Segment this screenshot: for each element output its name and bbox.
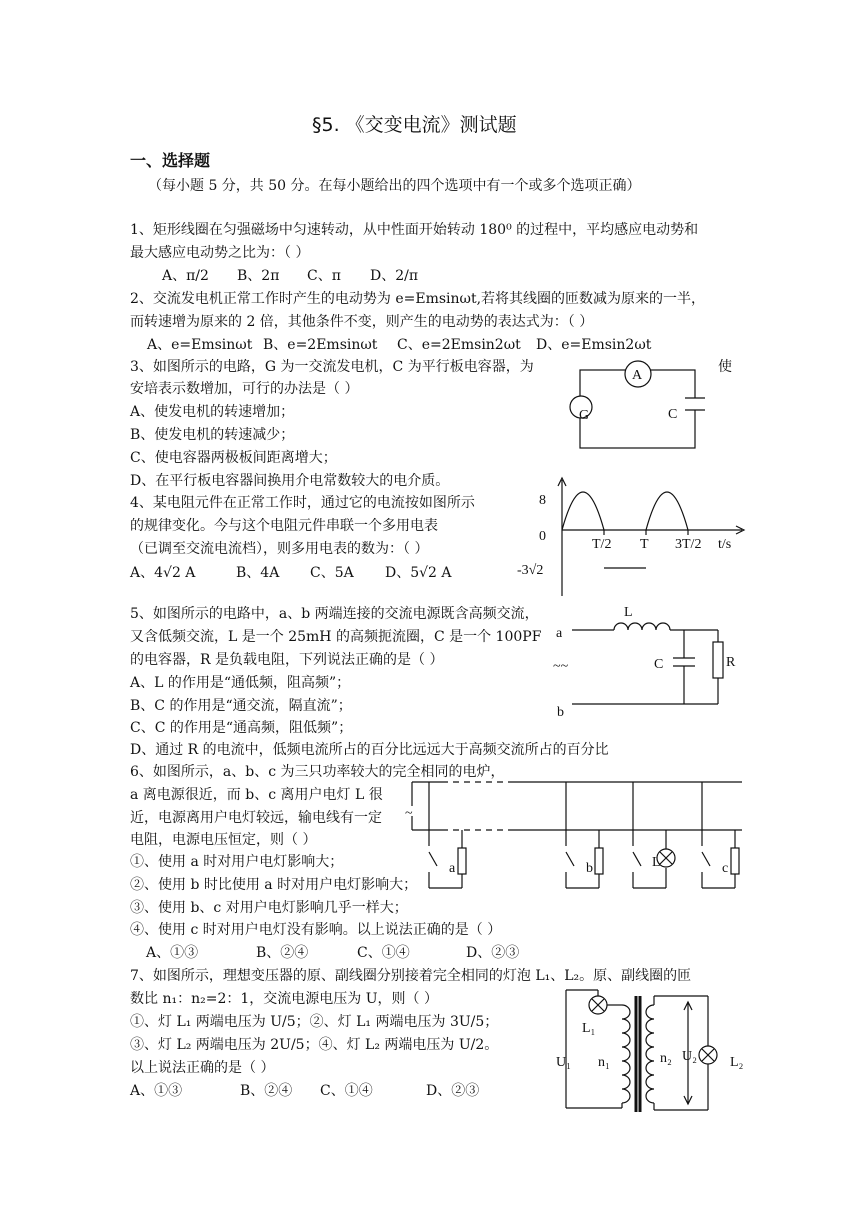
q7-line-2: 数比 n₁：n₂=2：1，交流电源电压为 U，则（ ） <box>130 991 438 1007</box>
q5-line-1: 5、如图所示的电路中，a、b 两端连接的交流电源既含高频交流， <box>130 606 539 622</box>
q7-line-1: 7、如图所示，理想变压器的原、副线圈分别接着完全相同的灯泡 L₁、L₂。原、副线圈的匝 <box>130 968 692 984</box>
q6-statement-1: ①、使用 a 时对用户电灯影响大； <box>130 854 344 870</box>
q5-label-source: ~~ <box>553 659 569 674</box>
q7-line-3: ①、灯 L₁ 两端电压为 U/5；②、灯 L₁ 两端电压为 3U/5； <box>130 1014 499 1030</box>
q5-label-inductor: L <box>624 605 633 620</box>
q7-label-u1: U₁ <box>556 1055 571 1070</box>
q6-statement-2: ②、使用 b 时比使用 a 时对用户电灯影响大； <box>130 877 418 893</box>
q4-option-a: A、4√2 A <box>130 565 196 581</box>
q7-option-a: A、①③ <box>130 1083 183 1099</box>
q3-label-capacitor: C <box>668 407 678 422</box>
q5-option-b: B、C 的作用是“通交流，隔直流”； <box>130 698 352 714</box>
q4-axis-label: t/s <box>718 537 732 552</box>
q5-option-a: A、L 的作用是“通低频，阻高频”； <box>130 675 351 691</box>
q1-option-c: C、π <box>307 268 341 284</box>
q4-line-2: 的规律变化。今与这个电阻元件串联一个多用电表 <box>130 518 438 534</box>
q7-label-u2: U₂ <box>682 1049 697 1064</box>
q6-line-3: 近，电源离用户电灯较远，输电线有一定 <box>130 810 382 826</box>
q4-option-b: B、4A <box>236 565 280 581</box>
q6-line-1: 6、如图所示，a、b、c 为三只功率较大的完全相同的电炉， <box>130 764 505 780</box>
q6-line-4: 电阻，电源电压恒定，则（ ） <box>130 832 317 848</box>
q3-line-1-tail: 使 <box>718 359 732 375</box>
q3-option-d: D、在平行板电容器间换用介电常数较大的电介质。 <box>130 473 450 489</box>
q6-option-a: A、①③ <box>146 945 199 961</box>
q7-label-l1: L₁ <box>582 1021 596 1036</box>
q2-line-2: 而转速增为原来的 2 倍，其他条件不变，则产生的电动势的表达式为：（ ） <box>130 314 594 330</box>
inductor-coil <box>614 623 670 630</box>
q7-label-n2: n₂ <box>660 1051 672 1066</box>
q6-label-a: a <box>449 861 456 876</box>
resistor-r <box>713 642 723 678</box>
q5-label-resistor: R <box>726 655 736 670</box>
q4-label-zero: 0 <box>539 529 546 544</box>
q7-label-n1: n₁ <box>598 1055 610 1070</box>
q5-label-b: b <box>557 705 564 720</box>
q2-option-b: B、e=2Emsinωt <box>263 337 378 353</box>
q6-statement-4: ④、使用 c 时对用户电灯没有影响。以上说法正确的是（ ） <box>130 922 502 938</box>
q5-filter-circuit <box>572 623 723 704</box>
q2-option-a: A、e=Emsinωt <box>147 337 253 353</box>
q3-label-generator: G <box>579 408 590 423</box>
q5-label-a: a <box>556 626 563 641</box>
q1-line-2: 最大感应电动势之比为：（ ） <box>130 245 310 261</box>
q1-option-b: B、2π <box>237 268 280 284</box>
q6-option-d: D、②③ <box>466 945 520 961</box>
q4-tick-half-t: T/2 <box>592 537 612 552</box>
q5-line-2: 又含低频交流，L 是一个 25mH 的高频扼流圈，C 是一个 100PF <box>130 629 542 645</box>
q6-label-lamp: L <box>652 855 661 870</box>
q6-statement-3: ③、使用 b、c 对用户电灯影响几乎一样大； <box>130 900 408 916</box>
q3-option-b: B、使发电机的转速减少； <box>130 427 295 443</box>
q4-line-1: 4、某电阻元件在正常工作时，通过它的电流按如图所示 <box>130 495 475 511</box>
q5-line-3: 的电容器，R 是负载电阻，下列说法正确的是（ ） <box>130 652 444 668</box>
q3-option-c: C、使电容器两极板间距离增大； <box>130 450 337 466</box>
q4-tick-three-half-t: 3T/2 <box>675 537 702 552</box>
q6-option-b: B、②④ <box>256 945 309 961</box>
secondary-coil <box>646 1005 654 1103</box>
q6-label-b: b <box>586 861 593 876</box>
q3-label-ammeter: A <box>632 368 643 383</box>
q1-option-a: A、π/2 <box>162 268 209 284</box>
page-title: §5. 《交变电流》测试题 <box>312 114 517 136</box>
q4-tick-t: T <box>640 537 649 552</box>
q2-line-1: 2、交流发电机正常工作时产生的电动势为 e=Emsinωt,若将其线圈的匝数减为原来的一半， <box>130 291 706 307</box>
q6-label-source: ~ <box>405 806 413 821</box>
q7-option-d: D、②③ <box>426 1083 480 1099</box>
q7-line-4: ③、灯 L₂ 两端电压为 2U/5；④、灯 L₂ 两端电压为 U/2。 <box>130 1037 499 1053</box>
q4-line-3: （已调至交流电流档），则多用电表的数为：（ ） <box>130 541 429 557</box>
q3-line-1: 3、如图所示的电路，G 为一交流发电机，C 为平行板电容器，为 <box>130 359 534 375</box>
q2-option-d: D、e=Emsin2ωt <box>536 337 652 353</box>
q7-option-b: B、②④ <box>240 1083 293 1099</box>
q7-label-l2: L₂ <box>730 1055 744 1070</box>
q4-current-graph <box>558 478 744 596</box>
q2-option-c: C、e=2Emsin2ωt <box>397 337 521 353</box>
section-heading: 一、选择题 <box>130 151 211 170</box>
q4-option-d: D、5√2 A <box>385 565 452 581</box>
q3-option-a: A、使发电机的转速增加； <box>130 404 295 420</box>
q3-line-2: 安培表示数增加，可行的办法是（ ） <box>130 381 359 397</box>
q4-option-c: C、5A <box>310 565 354 581</box>
q7-option-c: C、①④ <box>320 1083 373 1099</box>
q5-label-capacitor: C <box>654 657 664 672</box>
q1-line-1: 1、矩形线圈在匀强磁场中匀速转动，从中性面开始转动 180⁰ 的过程中，平均感应电动势和 <box>130 222 699 238</box>
q1-option-d: D、2/π <box>370 268 419 284</box>
q5-option-d: D、通过 R 的电流中，低频电流所占的百分比远远大于高频交流所占的百分比 <box>130 742 609 758</box>
q6-label-c: c <box>722 861 729 876</box>
section-instructions: （每小题 5 分，共 50 分。在每小题给出的四个选项中有一个或多个选项正确） <box>148 178 641 194</box>
q4-label-min: -3√2 <box>517 563 544 578</box>
q4-label-max: 8 <box>539 493 546 508</box>
q6-option-c: C、①④ <box>357 945 410 961</box>
q5-option-c: C、C 的作用是“通高频，阻低频”； <box>130 720 353 736</box>
primary-coil <box>622 1005 630 1103</box>
q7-line-5: 以上说法正确的是（ ） <box>130 1060 275 1076</box>
q6-line-2: a 离电源很近，而 b、c 离用户电灯 L 很 <box>130 787 383 803</box>
q6-power-line-diagram <box>412 782 742 888</box>
